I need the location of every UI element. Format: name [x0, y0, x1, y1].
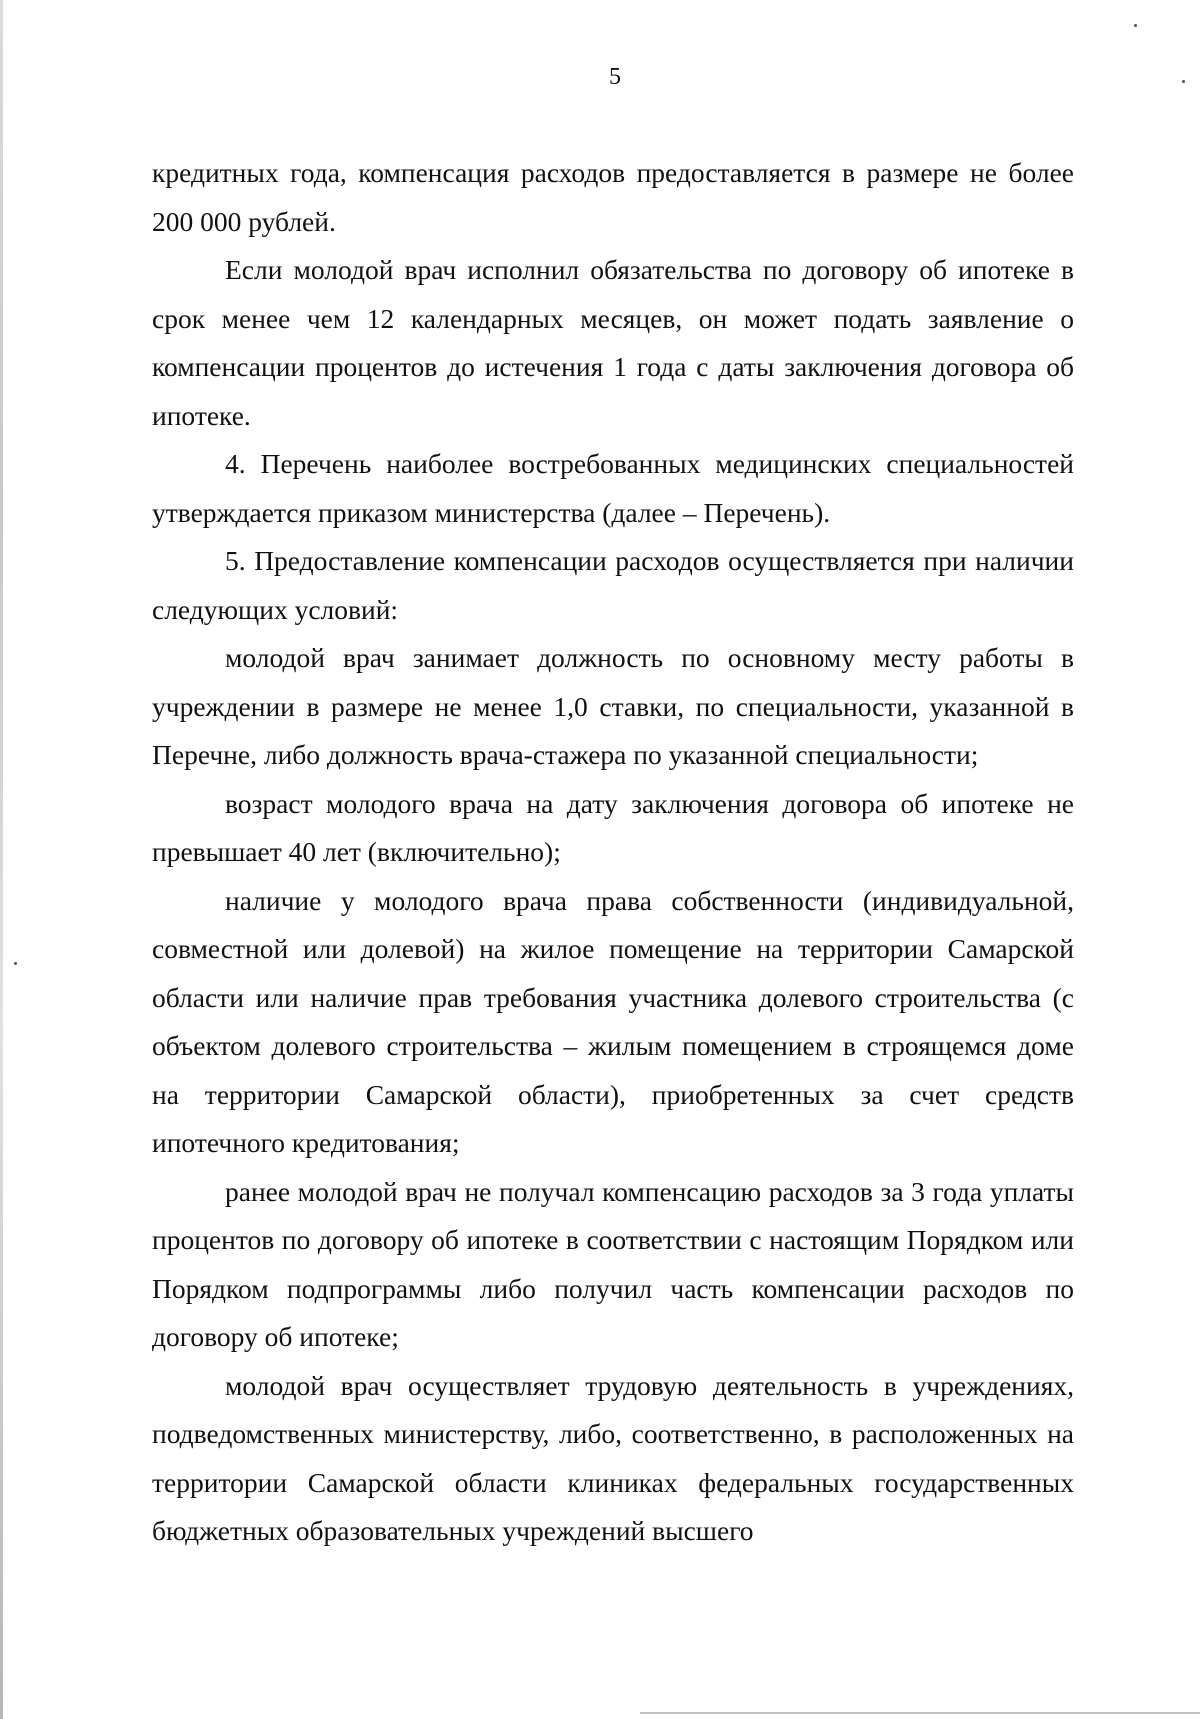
scan-bottom-line [640, 1712, 1200, 1714]
document-body [152, 149, 1074, 1556]
scan-left-edge [0, 0, 3, 1719]
scan-speck [1134, 24, 1137, 27]
paragraph-8: ранее молодой врач не получал компенсацию расходов за 3 года уплаты процентов по договору об ипотеке в соответствии с настоящим Порядком или Порядком подпрограммы либо получил часть компенсации расходов по договору об ипотеке; [152, 1175, 1074, 1352]
paragraph-1: кредитных года, компенсация расходов предоставляется в размере не более 200 000 рублей. [152, 157, 1074, 237]
paragraph-5: молодой врач занимает должность по основному месту работы в учреждении в размере не менее 1,0 ставки, по специальности, указанной в Перечне, либо должность врача-стажера по указанной специальности; [152, 642, 1074, 770]
page-number: 5 [609, 64, 621, 90]
paragraph-2: Если молодой врач исполнил обязательства по договору об ипотеке в срок менее чем 12 календарных месяцев, он может подать заявление о компенсации процентов до истечения 1 года с даты заключения договора об ипотеке. [152, 254, 1074, 431]
paragraph-7: наличие у молодого врача права собственности (индивидуальной, совместной или долевой) на жилое помещение на территории Самарской области или наличие прав требования участника долевого строительства (с объектом долевого строительства – жилым помещением в строящемся доме на территории Самарской области), приобретенных за счет средств ипотечного кредитования; [152, 884, 1074, 1158]
scan-speck [14, 962, 17, 965]
scan-speck [1182, 80, 1185, 83]
paragraph-3: 4. Перечень наиболее востребованных медицинских специальностей утверждается приказом министерства (далее – Перечень). [152, 448, 1074, 528]
paragraph-9: молодой врач осуществляет трудовую деятельность в учреждениях, подведомственных министерству, либо, соответственно, в расположенных на территории Самарской области клиниках федеральных государственных бюджетных образовательных учреждений высшего [152, 1369, 1074, 1546]
paragraph-6: возраст молодого врача на дату заключения договора об ипотеке не превышает 40 лет (включительно); [152, 787, 1074, 867]
paragraph-4: 5. Предоставление компенсации расходов осуществляется при наличии следующих условий: [152, 545, 1074, 625]
